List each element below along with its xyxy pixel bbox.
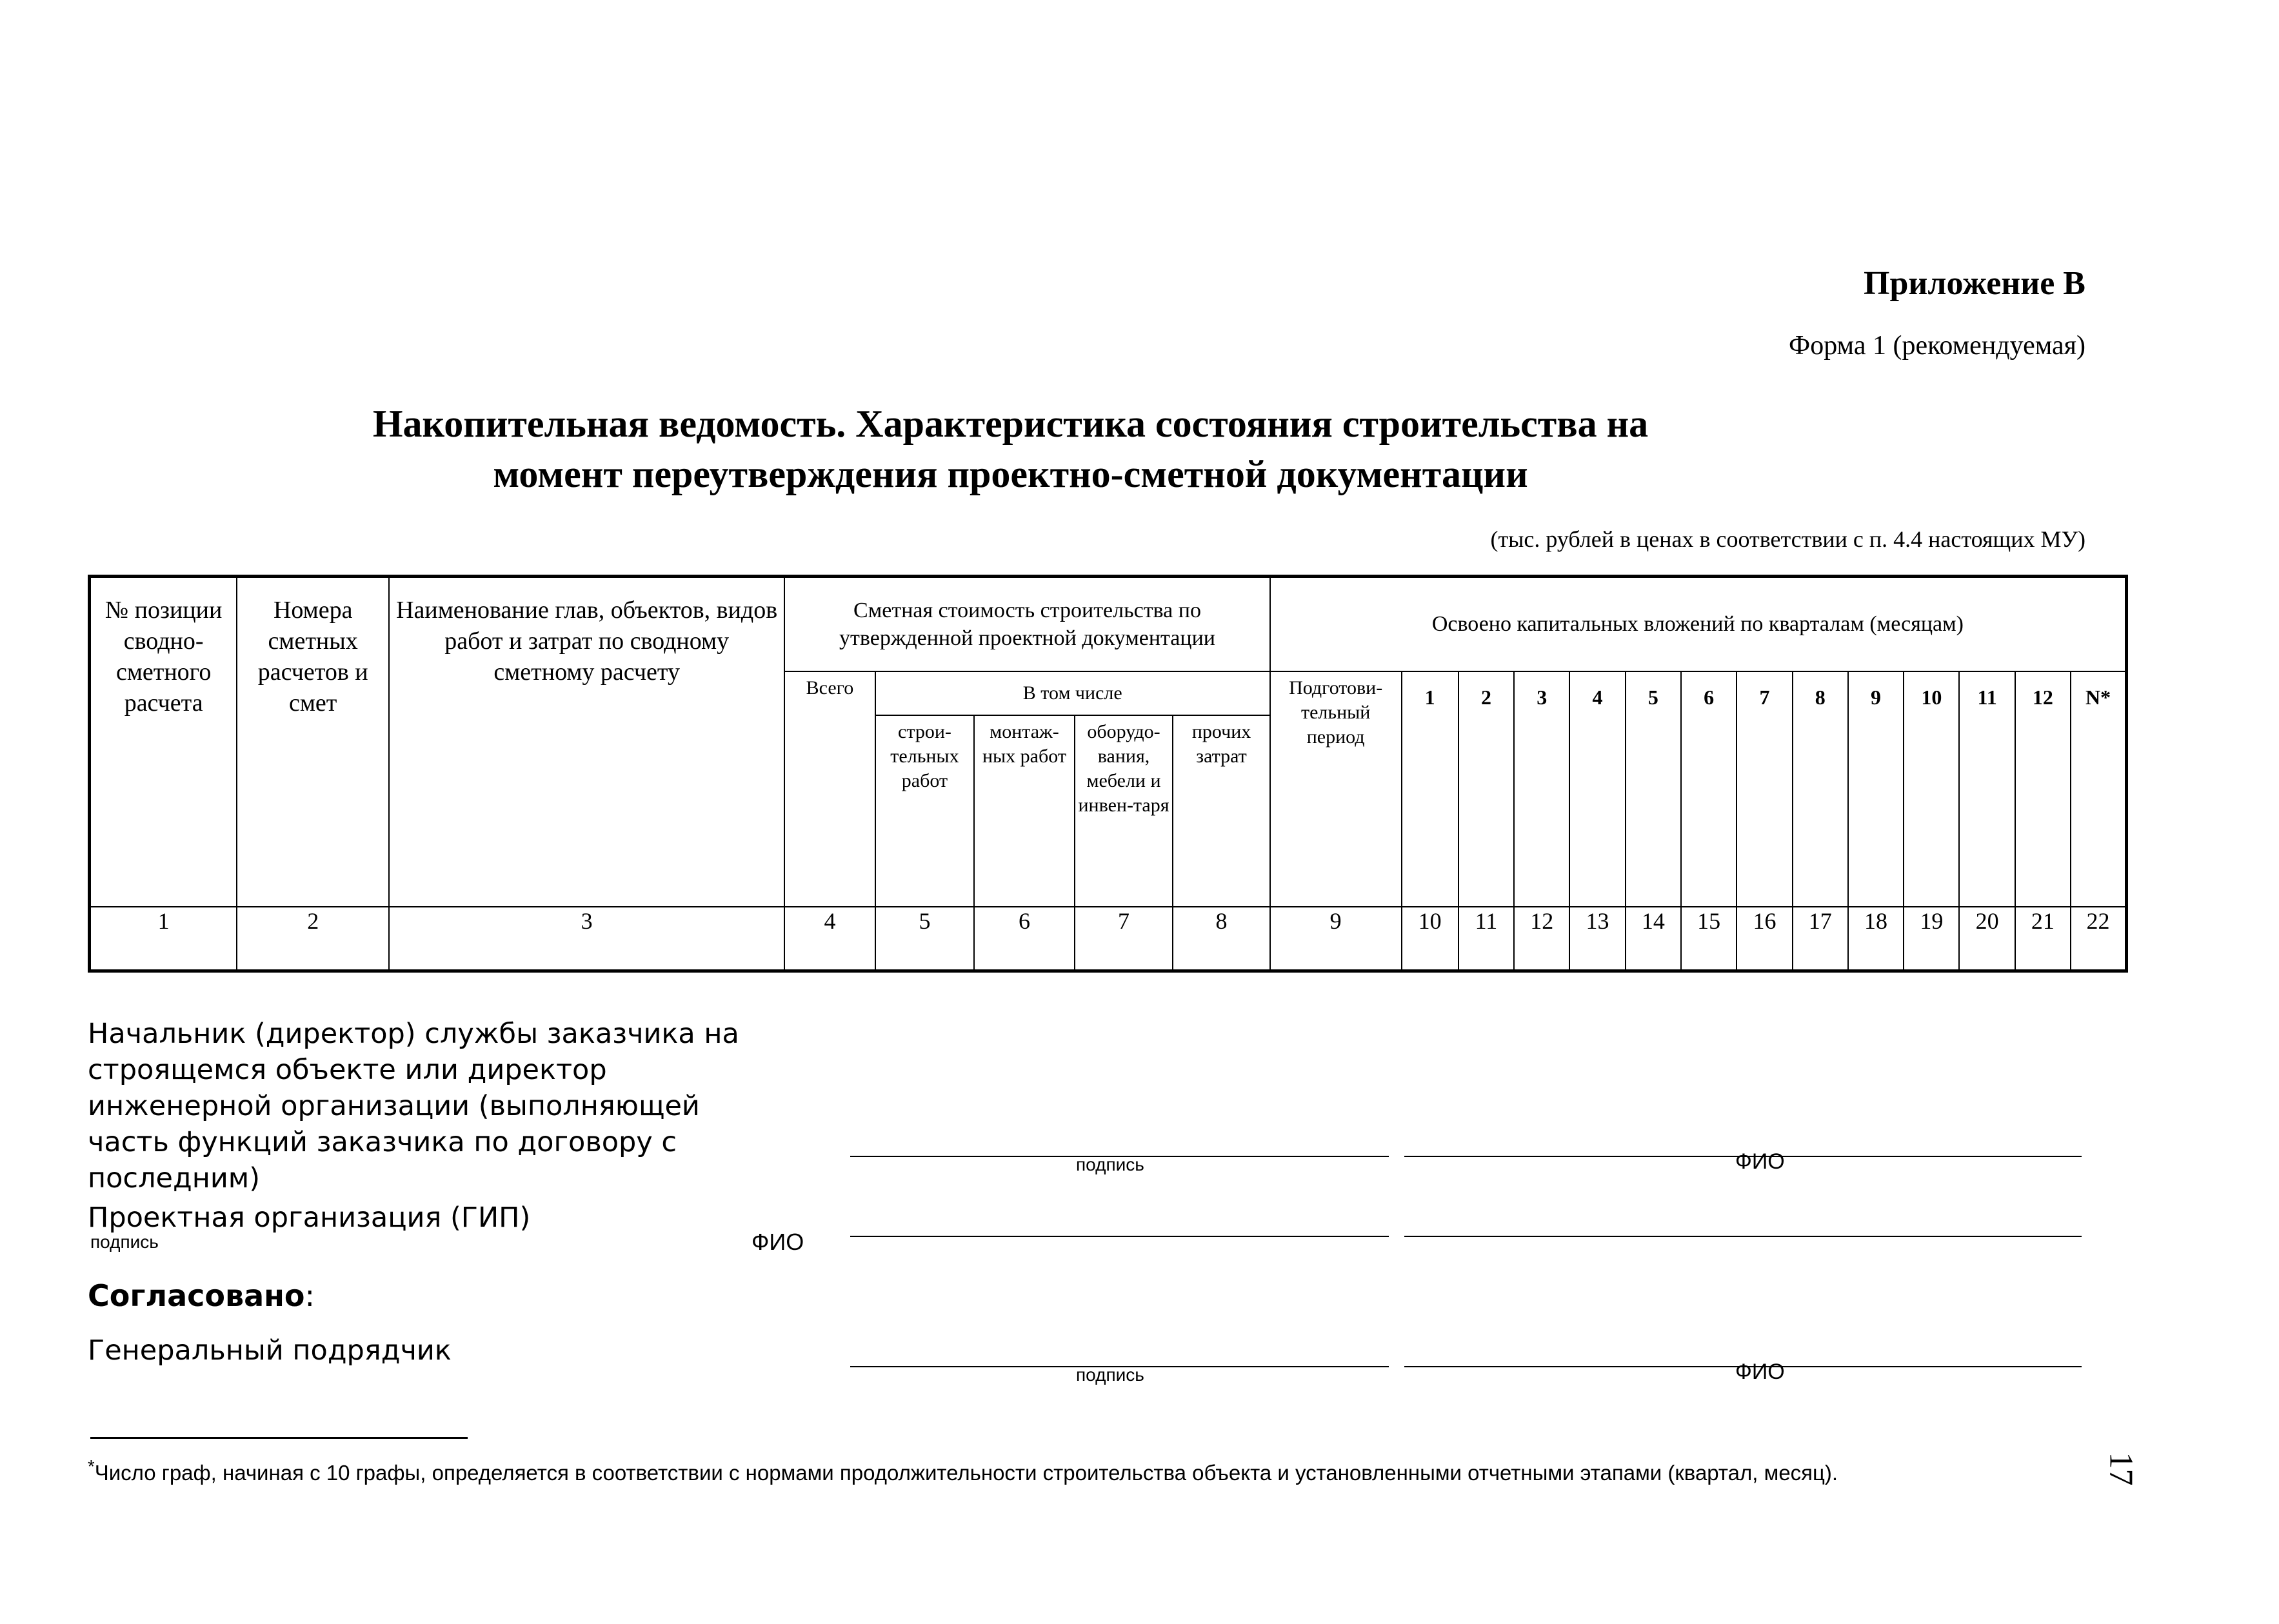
column-number: 13 bbox=[1569, 907, 1625, 971]
header-preparatory: Подготови-тельный период bbox=[1270, 671, 1402, 907]
footnote-separator bbox=[90, 1437, 468, 1439]
column-number: 18 bbox=[1848, 907, 1904, 971]
header-period: 2 bbox=[1458, 671, 1514, 907]
column-number: 15 bbox=[1681, 907, 1737, 971]
column-number: 20 bbox=[1959, 907, 2015, 971]
column-number: 12 bbox=[1514, 907, 1569, 971]
header-period: 10 bbox=[1904, 671, 1959, 907]
footnote-text: Число граф, начиная с 10 графы, определяется в соответствии с нормами продолжительности строительства объекта и установленными отчетными этапами (квартал, месяц). bbox=[94, 1461, 1838, 1485]
column-number-row bbox=[90, 907, 2127, 971]
header-period: 5 bbox=[1626, 671, 1681, 907]
column-number: 11 bbox=[1458, 907, 1514, 971]
page-number: 17 bbox=[2102, 1452, 2140, 1486]
form-label: Форма 1 (рекомендуемая) bbox=[1789, 331, 2085, 361]
design-org-fio-line[interactable] bbox=[1404, 1236, 2082, 1237]
document-title bbox=[0, 399, 2279, 499]
accumulation-table bbox=[88, 575, 2128, 973]
design-org-text: Проектная организация (ГИП) bbox=[88, 1202, 531, 1234]
header-period: 6 bbox=[1681, 671, 1737, 907]
header-construction: строи-тельных работ bbox=[875, 715, 975, 907]
footnote-marker: * bbox=[88, 1456, 95, 1476]
header-period: 12 bbox=[2015, 671, 2071, 907]
design-org-signature-line[interactable] bbox=[850, 1236, 1389, 1237]
header-other: прочих затрат bbox=[1173, 715, 1270, 907]
customer-signature-label: подпись bbox=[1076, 1154, 1144, 1174]
header-period: 3 bbox=[1514, 671, 1569, 907]
header-including: В том числе bbox=[875, 671, 1270, 715]
appendix-label: Приложение В bbox=[1864, 265, 2085, 302]
column-number: 7 bbox=[1075, 907, 1173, 971]
column-number: 10 bbox=[1402, 907, 1458, 971]
column-number: 8 bbox=[1173, 907, 1270, 971]
customer-fio-label: ФИО bbox=[1735, 1149, 1785, 1174]
column-number: 2 bbox=[237, 907, 389, 971]
column-number: 16 bbox=[1737, 907, 1792, 971]
column-number: 4 bbox=[784, 907, 875, 971]
header-name: Наименование глав, объектов, видов работ и затрат по сводному сметному расчету bbox=[389, 577, 784, 907]
column-number: 1 bbox=[90, 907, 237, 971]
header-period: 9 bbox=[1848, 671, 1904, 907]
header-period: 8 bbox=[1793, 671, 1848, 907]
header-position: № позиции сводно-сметного расчета bbox=[90, 577, 237, 907]
column-number: 14 bbox=[1626, 907, 1681, 971]
header-period: 7 bbox=[1737, 671, 1792, 907]
column-number: 19 bbox=[1904, 907, 1959, 971]
header-period: N* bbox=[2071, 671, 2126, 907]
general-contractor-text: Генеральный подрядчик bbox=[88, 1334, 452, 1367]
design-org-signature-label: подпись bbox=[90, 1232, 159, 1252]
header-period: 4 bbox=[1569, 671, 1625, 907]
title-line-1: Накопительная ведомость. Характеристика состояния строительства на bbox=[372, 402, 1649, 445]
header-installation: монтаж-ных работ bbox=[974, 715, 1075, 907]
contractor-signature-label: подпись bbox=[1076, 1365, 1144, 1385]
title-line-2: момент переутверждения проектно-сметной документации bbox=[493, 453, 1528, 495]
agreed-colon: : bbox=[304, 1278, 315, 1313]
column-number: 6 bbox=[974, 907, 1075, 971]
contractor-fio-label: ФИО bbox=[1735, 1360, 1785, 1384]
column-number: 5 bbox=[875, 907, 975, 971]
header-equipment: оборудо-вания, мебели и инвен-таря bbox=[1075, 715, 1173, 907]
column-number: 22 bbox=[2071, 907, 2126, 971]
header-period: 1 bbox=[1402, 671, 1458, 907]
header-estimate-cost: Сметная стоимость строительства по утвержденной проектной документации bbox=[784, 577, 1270, 671]
header-mastered-investments: Освоено капитальных вложений по кварталам (месяцам) bbox=[1270, 577, 2127, 671]
design-org-fio-label: ФИО bbox=[751, 1229, 804, 1255]
footnote bbox=[88, 1456, 1838, 1485]
customer-signatory-text: Начальник (директор) службы заказчика на строящемся объекте или директор инженерной организации (выполняющей часть функций заказчика по договору с последним) bbox=[88, 1018, 739, 1194]
agreed-word: Согласовано bbox=[88, 1278, 305, 1313]
header-total: Всего bbox=[784, 671, 875, 907]
column-number: 9 bbox=[1270, 907, 1402, 971]
column-number: 17 bbox=[1793, 907, 1848, 971]
header-period: 11 bbox=[1959, 671, 2015, 907]
column-number: 3 bbox=[389, 907, 784, 971]
column-number: 21 bbox=[2015, 907, 2071, 971]
header-estimate-numbers: Номера сметных расчетов и смет bbox=[237, 577, 389, 907]
units-note: (тыс. рублей в ценах в соответствии с п. 4.4 настоящих МУ) bbox=[1490, 526, 2085, 552]
agreed-heading bbox=[88, 1278, 315, 1313]
